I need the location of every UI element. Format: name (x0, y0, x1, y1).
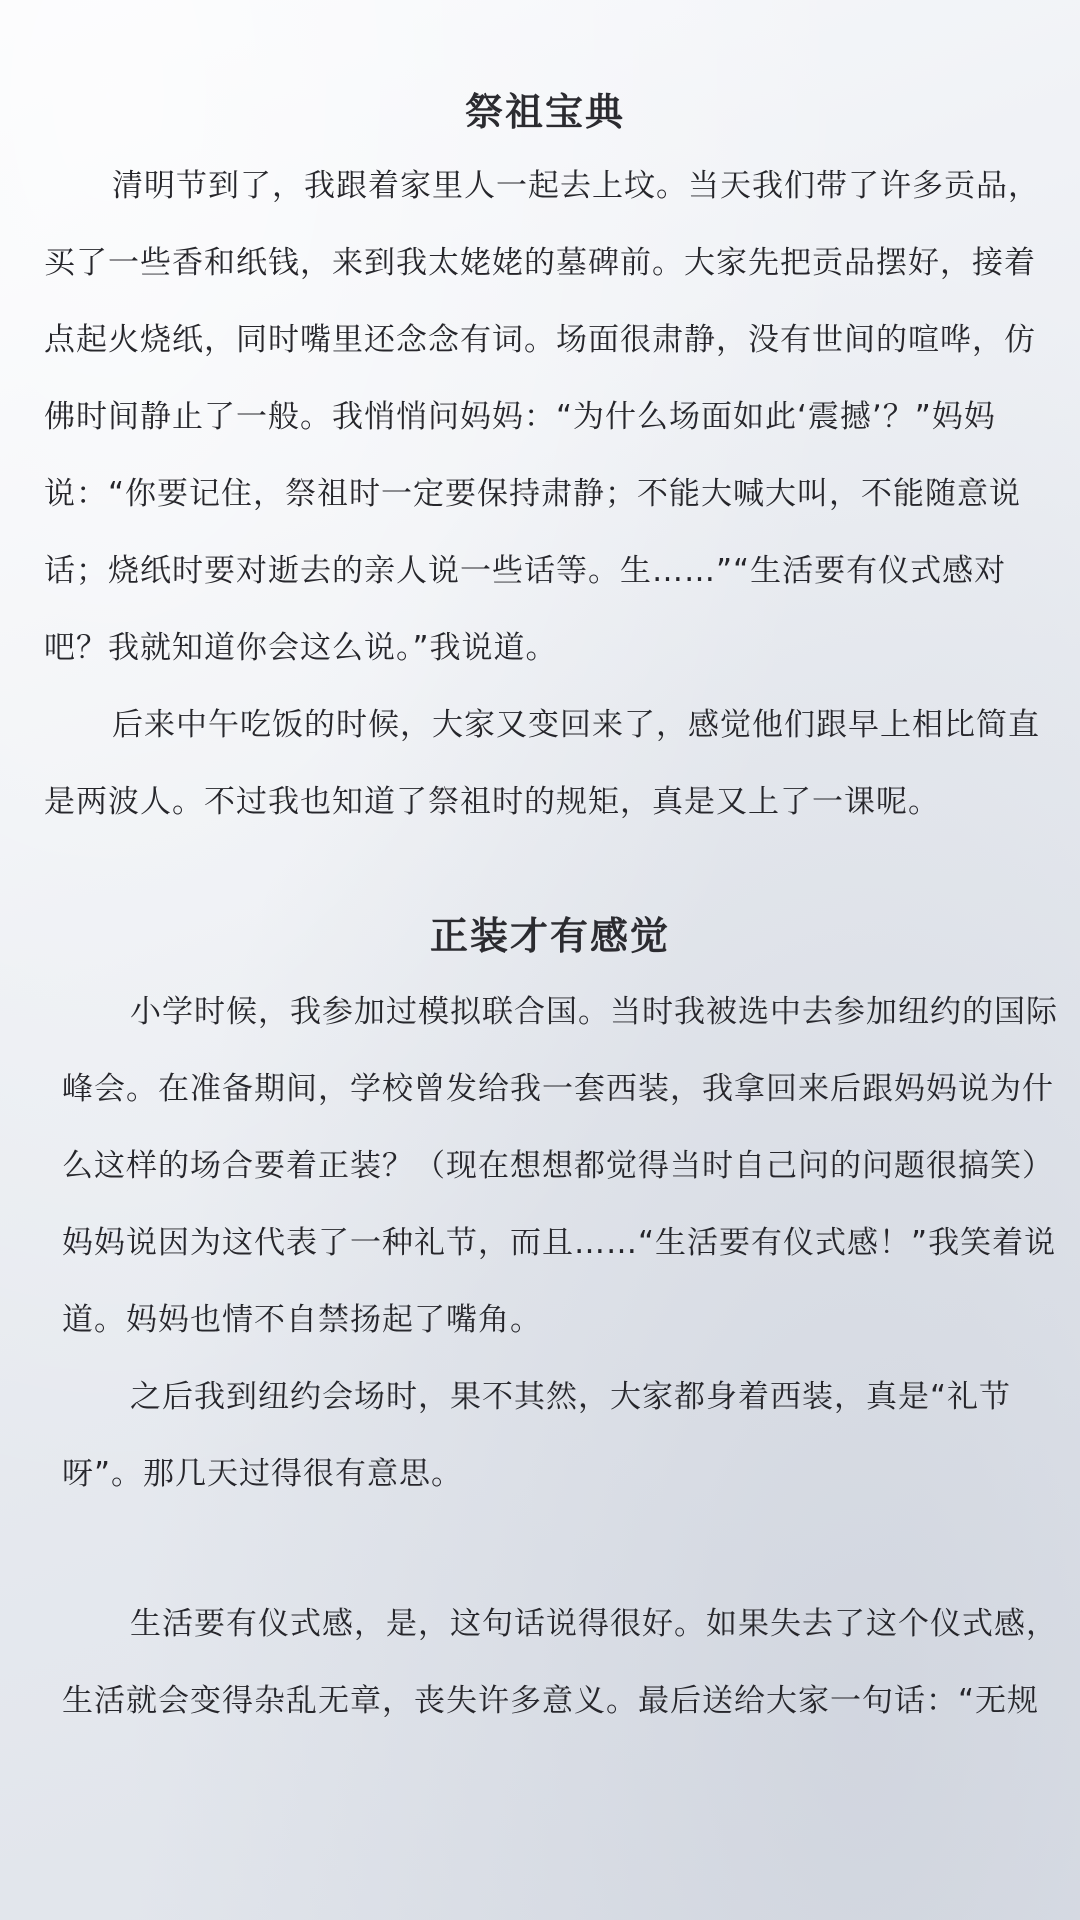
essay-paragraph: 小学时候，我参加过模拟联合国。当时我被选中去参加纽约的国际峰会。在准备期间，学校曾发给我一套西装，我拿回来后跟妈妈说为什么这样的场合要着正装？（现在想想都觉得当时自己问的问题很搞笑）妈妈说因为这代表了一种礼节，而且……“生活要有仪式感！”我笑着说道。妈妈也情不自禁扬起了嘴角。 (62, 994, 1058, 1338)
essay-paragraph: 后来中午吃饭的时候，大家又变回来了，感觉他们跟早上相比简直是两波人。不过我也知道了祭祖时的规矩，真是又上了一课呢。 (44, 707, 1040, 820)
essay-section-ancestor-worship (0, 88, 1080, 841)
essay-title: 正装才有感觉 (429, 914, 670, 958)
conclusion-section (0, 1586, 1080, 1740)
essay-section-formal-wear (0, 912, 1080, 1513)
conclusion-paragraph: 生活要有仪式感，是，这句话说得很好。如果失去了这个仪式感，生活就会变得杂乱无章，丧失许多意义。最后送给大家一句话：“无规 (62, 1606, 1058, 1719)
essay-paragraph: 清明节到了，我跟着家里人一起去上坟。当天我们带了许多贡品，买了一些香和纸钱，来到我太姥姥的墓碑前。大家先把贡品摆好，接着点起火烧纸，同时嘴里还念念有词。场面很肃静，没有世间的喧哗，仿佛时间静止了一般。我悄悄问妈妈：“为什么场面如此‘震撼’？”妈妈说：“你要记住，祭祖时一定要保持肃静；不能大喊大叫，不能随意说话；烧纸时要对逝去的亲人说一些话等。生……”“生活要有仪式感对吧？我就知道你会这么说。”我说道。 (44, 168, 1040, 666)
essay-title: 祭祖宝典 (464, 90, 625, 134)
essay-paragraph: 之后我到纽约会场时，果不其然，大家都身着西装，真是“礼节呀”。那几天过得很有意思。 (62, 1379, 1012, 1492)
